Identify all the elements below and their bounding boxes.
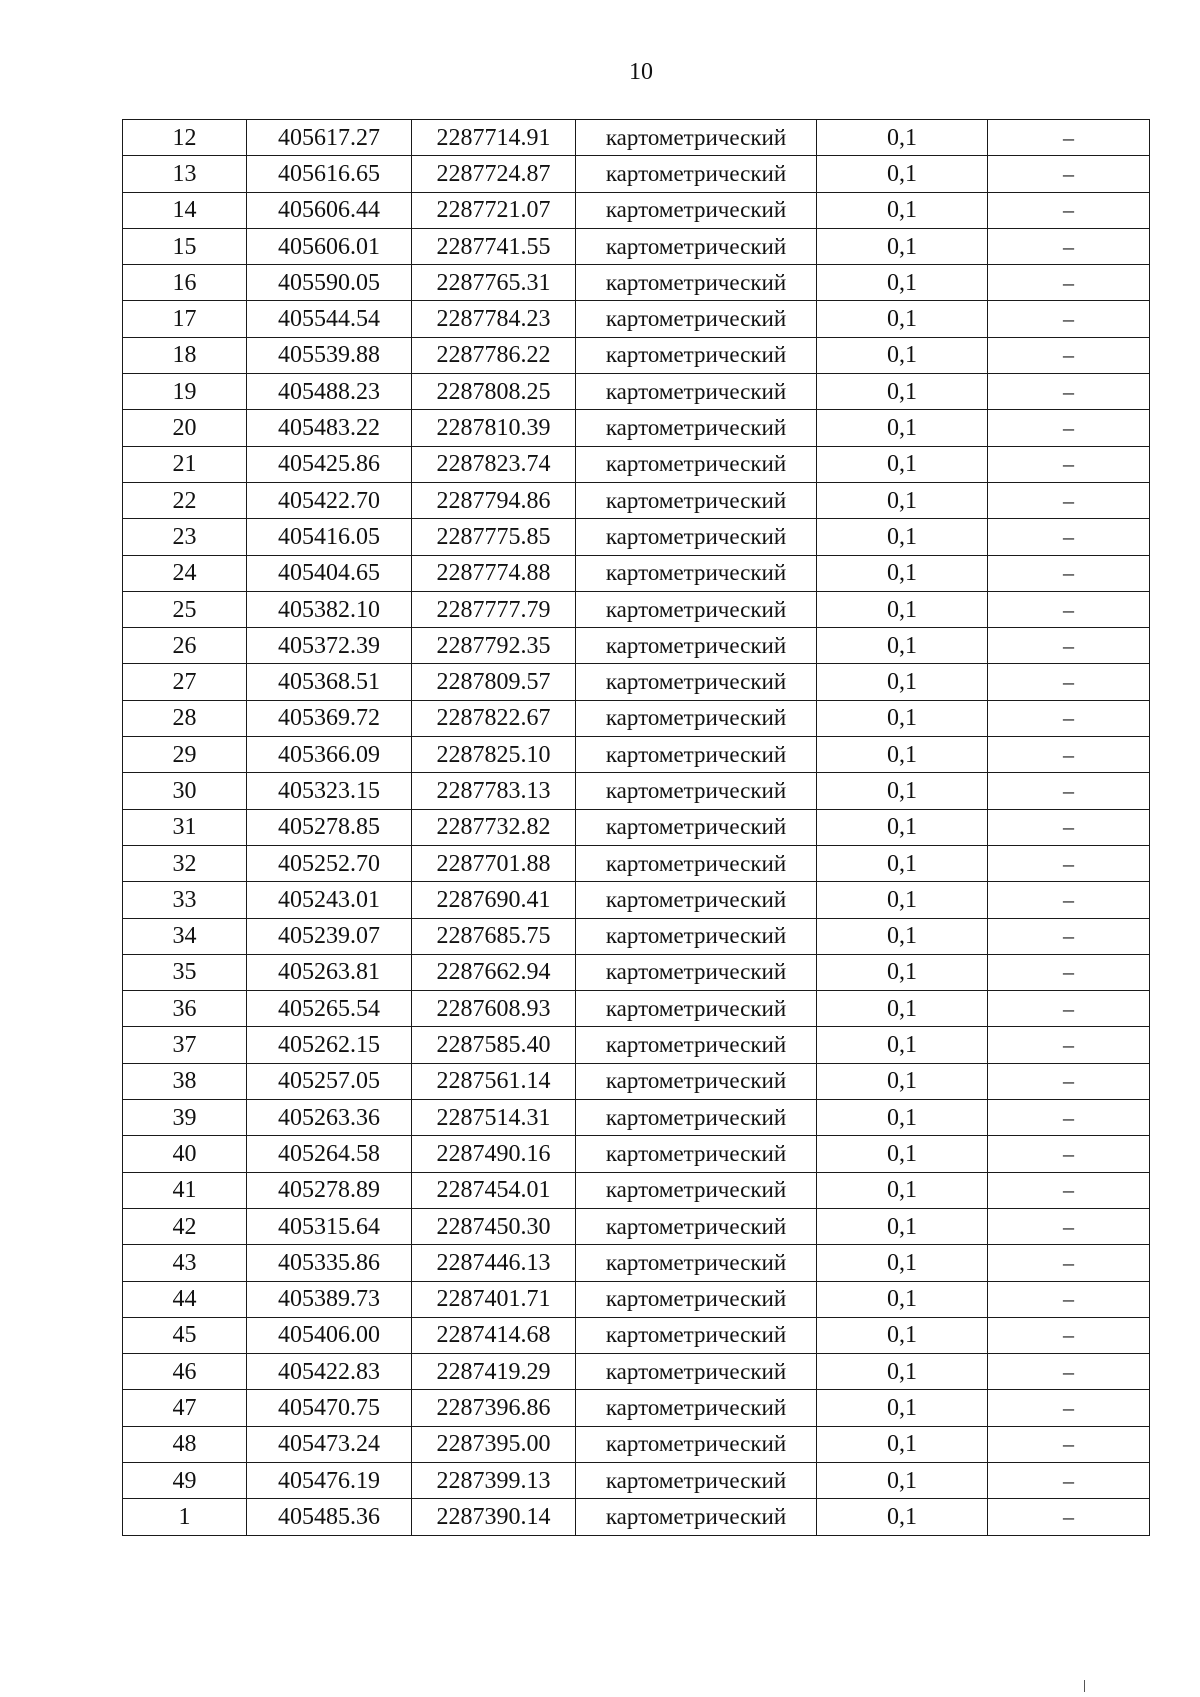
table-row (123, 1426, 1150, 1462)
accuracy-cell: 0,1 (817, 1172, 988, 1208)
point-number-cell: 32 (123, 845, 247, 881)
point-number-cell: 35 (123, 954, 247, 990)
table-row (123, 1172, 1150, 1208)
accuracy-cell: 0,1 (817, 374, 988, 410)
method-cell: картометрический (576, 1499, 817, 1535)
x-coordinate-cell: 405425.86 (247, 446, 412, 482)
table-row (123, 1100, 1150, 1136)
description-cell: – (988, 1499, 1150, 1535)
accuracy-cell: 0,1 (817, 301, 988, 337)
accuracy-cell: 0,1 (817, 555, 988, 591)
table-row (123, 1063, 1150, 1099)
accuracy-cell: 0,1 (817, 228, 988, 264)
accuracy-cell: 0,1 (817, 1426, 988, 1462)
description-cell: – (988, 337, 1150, 373)
table-row (123, 991, 1150, 1027)
description-cell: – (988, 1317, 1150, 1353)
accuracy-cell: 0,1 (817, 1317, 988, 1353)
point-number-cell: 36 (123, 991, 247, 1027)
description-cell: – (988, 1426, 1150, 1462)
x-coordinate-cell: 405263.36 (247, 1100, 412, 1136)
table-row (123, 773, 1150, 809)
accuracy-cell: 0,1 (817, 700, 988, 736)
x-coordinate-cell: 405406.00 (247, 1317, 412, 1353)
x-coordinate-cell: 405239.07 (247, 918, 412, 954)
x-coordinate-cell: 405422.70 (247, 482, 412, 518)
point-number-cell: 12 (123, 120, 247, 156)
point-number-cell: 43 (123, 1245, 247, 1281)
x-coordinate-cell: 405243.01 (247, 882, 412, 918)
description-cell: – (988, 156, 1150, 192)
x-coordinate-cell: 405252.70 (247, 845, 412, 881)
table-row (123, 628, 1150, 664)
x-coordinate-cell: 405278.89 (247, 1172, 412, 1208)
y-coordinate-cell: 2287662.94 (412, 954, 576, 990)
point-number-cell: 19 (123, 374, 247, 410)
x-coordinate-cell: 405315.64 (247, 1208, 412, 1244)
accuracy-cell: 0,1 (817, 192, 988, 228)
description-cell: – (988, 773, 1150, 809)
description-cell: – (988, 664, 1150, 700)
description-cell: – (988, 591, 1150, 627)
accuracy-cell: 0,1 (817, 1354, 988, 1390)
y-coordinate-cell: 2287401.71 (412, 1281, 576, 1317)
method-cell: картометрический (576, 337, 817, 373)
y-coordinate-cell: 2287794.86 (412, 482, 576, 518)
y-coordinate-cell: 2287396.86 (412, 1390, 576, 1426)
method-cell: картометрический (576, 1317, 817, 1353)
method-cell: картометрический (576, 446, 817, 482)
description-cell: – (988, 301, 1150, 337)
x-coordinate-cell: 405335.86 (247, 1245, 412, 1281)
table-row (123, 192, 1150, 228)
table-row (123, 301, 1150, 337)
x-coordinate-cell: 405416.05 (247, 519, 412, 555)
y-coordinate-cell: 2287784.23 (412, 301, 576, 337)
point-number-cell: 20 (123, 410, 247, 446)
description-cell: – (988, 1354, 1150, 1390)
description-cell: – (988, 628, 1150, 664)
table-row (123, 591, 1150, 627)
method-cell: картометрический (576, 773, 817, 809)
y-coordinate-cell: 2287808.25 (412, 374, 576, 410)
y-coordinate-cell: 2287714.91 (412, 120, 576, 156)
table-row (123, 918, 1150, 954)
description-cell: – (988, 1462, 1150, 1498)
accuracy-cell: 0,1 (817, 773, 988, 809)
x-coordinate-cell: 405617.27 (247, 120, 412, 156)
x-coordinate-cell: 405264.58 (247, 1136, 412, 1172)
accuracy-cell: 0,1 (817, 591, 988, 627)
description-cell: – (988, 1136, 1150, 1172)
accuracy-cell: 0,1 (817, 1136, 988, 1172)
method-cell: картометрический (576, 555, 817, 591)
x-coordinate-cell: 405265.54 (247, 991, 412, 1027)
table-row (123, 1245, 1150, 1281)
x-coordinate-cell: 405470.75 (247, 1390, 412, 1426)
accuracy-cell: 0,1 (817, 1027, 988, 1063)
description-cell: – (988, 1281, 1150, 1317)
point-number-cell: 48 (123, 1426, 247, 1462)
accuracy-cell: 0,1 (817, 410, 988, 446)
description-cell: – (988, 1063, 1150, 1099)
point-number-cell: 16 (123, 265, 247, 301)
table-row (123, 228, 1150, 264)
point-number-cell: 37 (123, 1027, 247, 1063)
method-cell: картометрический (576, 918, 817, 954)
method-cell: картометрический (576, 1245, 817, 1281)
y-coordinate-cell: 2287792.35 (412, 628, 576, 664)
method-cell: картометрический (576, 1136, 817, 1172)
point-number-cell: 46 (123, 1354, 247, 1390)
y-coordinate-cell: 2287721.07 (412, 192, 576, 228)
description-cell: – (988, 410, 1150, 446)
description-cell: – (988, 1027, 1150, 1063)
table-row (123, 555, 1150, 591)
y-coordinate-cell: 2287608.93 (412, 991, 576, 1027)
accuracy-cell: 0,1 (817, 1245, 988, 1281)
y-coordinate-cell: 2287825.10 (412, 737, 576, 773)
method-cell: картометрический (576, 1063, 817, 1099)
description-cell: – (988, 519, 1150, 555)
method-cell: картометрический (576, 1281, 817, 1317)
y-coordinate-cell: 2287446.13 (412, 1245, 576, 1281)
x-coordinate-cell: 405473.24 (247, 1426, 412, 1462)
method-cell: картометрический (576, 156, 817, 192)
x-coordinate-cell: 405544.54 (247, 301, 412, 337)
coordinates-table (122, 119, 1150, 1536)
table-row (123, 337, 1150, 373)
y-coordinate-cell: 2287585.40 (412, 1027, 576, 1063)
x-coordinate-cell: 405539.88 (247, 337, 412, 373)
accuracy-cell: 0,1 (817, 446, 988, 482)
table-row (123, 1499, 1150, 1535)
table-row (123, 664, 1150, 700)
table-row (123, 1027, 1150, 1063)
y-coordinate-cell: 2287809.57 (412, 664, 576, 700)
method-cell: картометрический (576, 192, 817, 228)
table-row (123, 1208, 1150, 1244)
page-number: 10 (629, 59, 653, 85)
method-cell: картометрический (576, 374, 817, 410)
y-coordinate-cell: 2287724.87 (412, 156, 576, 192)
method-cell: картометрический (576, 519, 817, 555)
point-number-cell: 1 (123, 1499, 247, 1535)
accuracy-cell: 0,1 (817, 991, 988, 1027)
table-row (123, 809, 1150, 845)
description-cell: – (988, 446, 1150, 482)
point-number-cell: 14 (123, 192, 247, 228)
accuracy-cell: 0,1 (817, 737, 988, 773)
description-cell: – (988, 1100, 1150, 1136)
method-cell: картометрический (576, 265, 817, 301)
y-coordinate-cell: 2287823.74 (412, 446, 576, 482)
point-number-cell: 15 (123, 228, 247, 264)
x-coordinate-cell: 405616.65 (247, 156, 412, 192)
x-coordinate-cell: 405278.85 (247, 809, 412, 845)
accuracy-cell: 0,1 (817, 1281, 988, 1317)
accuracy-cell: 0,1 (817, 1100, 988, 1136)
method-cell: картометрический (576, 1390, 817, 1426)
y-coordinate-cell: 2287395.00 (412, 1426, 576, 1462)
table-row (123, 882, 1150, 918)
table-row (123, 1281, 1150, 1317)
x-coordinate-cell: 405590.05 (247, 265, 412, 301)
method-cell: картометрический (576, 410, 817, 446)
table-row (123, 1136, 1150, 1172)
method-cell: картометрический (576, 1462, 817, 1498)
method-cell: картометрический (576, 301, 817, 337)
point-number-cell: 24 (123, 555, 247, 591)
x-coordinate-cell: 405323.15 (247, 773, 412, 809)
table-row (123, 700, 1150, 736)
accuracy-cell: 0,1 (817, 1462, 988, 1498)
description-cell: – (988, 845, 1150, 881)
point-number-cell: 18 (123, 337, 247, 373)
y-coordinate-cell: 2287741.55 (412, 228, 576, 264)
point-number-cell: 30 (123, 773, 247, 809)
description-cell: – (988, 482, 1150, 518)
y-coordinate-cell: 2287454.01 (412, 1172, 576, 1208)
method-cell: картометрический (576, 1027, 817, 1063)
y-coordinate-cell: 2287685.75 (412, 918, 576, 954)
y-coordinate-cell: 2287775.85 (412, 519, 576, 555)
accuracy-cell: 0,1 (817, 628, 988, 664)
x-coordinate-cell: 405404.65 (247, 555, 412, 591)
coordinates-table-body (123, 120, 1150, 1536)
method-cell: картометрический (576, 954, 817, 990)
table-row (123, 1354, 1150, 1390)
method-cell: картометрический (576, 1208, 817, 1244)
point-number-cell: 45 (123, 1317, 247, 1353)
x-coordinate-cell: 405476.19 (247, 1462, 412, 1498)
accuracy-cell: 0,1 (817, 156, 988, 192)
table-row (123, 265, 1150, 301)
table-row (123, 845, 1150, 881)
method-cell: картометрический (576, 591, 817, 627)
description-cell: – (988, 918, 1150, 954)
method-cell: картометрический (576, 120, 817, 156)
accuracy-cell: 0,1 (817, 664, 988, 700)
point-number-cell: 29 (123, 737, 247, 773)
point-number-cell: 33 (123, 882, 247, 918)
y-coordinate-cell: 2287786.22 (412, 337, 576, 373)
x-coordinate-cell: 405382.10 (247, 591, 412, 627)
table-row (123, 1462, 1150, 1498)
description-cell: – (988, 228, 1150, 264)
point-number-cell: 39 (123, 1100, 247, 1136)
point-number-cell: 28 (123, 700, 247, 736)
y-coordinate-cell: 2287810.39 (412, 410, 576, 446)
point-number-cell: 34 (123, 918, 247, 954)
y-coordinate-cell: 2287690.41 (412, 882, 576, 918)
accuracy-cell: 0,1 (817, 918, 988, 954)
method-cell: картометрический (576, 845, 817, 881)
x-coordinate-cell: 405262.15 (247, 1027, 412, 1063)
x-coordinate-cell: 405488.23 (247, 374, 412, 410)
x-coordinate-cell: 405372.39 (247, 628, 412, 664)
y-coordinate-cell: 2287783.13 (412, 773, 576, 809)
method-cell: картометрический (576, 1426, 817, 1462)
table-row (123, 120, 1150, 156)
y-coordinate-cell: 2287414.68 (412, 1317, 576, 1353)
x-coordinate-cell: 405368.51 (247, 664, 412, 700)
method-cell: картометрический (576, 991, 817, 1027)
description-cell: – (988, 1245, 1150, 1281)
point-number-cell: 38 (123, 1063, 247, 1099)
x-coordinate-cell: 405606.01 (247, 228, 412, 264)
accuracy-cell: 0,1 (817, 1390, 988, 1426)
description-cell: – (988, 882, 1150, 918)
method-cell: картометрический (576, 664, 817, 700)
accuracy-cell: 0,1 (817, 845, 988, 881)
point-number-cell: 41 (123, 1172, 247, 1208)
point-number-cell: 22 (123, 482, 247, 518)
accuracy-cell: 0,1 (817, 482, 988, 518)
y-coordinate-cell: 2287777.79 (412, 591, 576, 627)
accuracy-cell: 0,1 (817, 882, 988, 918)
y-coordinate-cell: 2287450.30 (412, 1208, 576, 1244)
description-cell: – (988, 374, 1150, 410)
accuracy-cell: 0,1 (817, 809, 988, 845)
description-cell: – (988, 1390, 1150, 1426)
y-coordinate-cell: 2287561.14 (412, 1063, 576, 1099)
description-cell: – (988, 192, 1150, 228)
table-row (123, 737, 1150, 773)
description-cell: – (988, 700, 1150, 736)
accuracy-cell: 0,1 (817, 1063, 988, 1099)
method-cell: картометрический (576, 1354, 817, 1390)
accuracy-cell: 0,1 (817, 954, 988, 990)
y-coordinate-cell: 2287399.13 (412, 1462, 576, 1498)
point-number-cell: 26 (123, 628, 247, 664)
point-number-cell: 13 (123, 156, 247, 192)
method-cell: картометрический (576, 882, 817, 918)
x-coordinate-cell: 405485.36 (247, 1499, 412, 1535)
scan-mark (1084, 1680, 1085, 1692)
x-coordinate-cell: 405422.83 (247, 1354, 412, 1390)
method-cell: картометрический (576, 809, 817, 845)
point-number-cell: 25 (123, 591, 247, 627)
description-cell: – (988, 265, 1150, 301)
y-coordinate-cell: 2287490.16 (412, 1136, 576, 1172)
x-coordinate-cell: 405389.73 (247, 1281, 412, 1317)
method-cell: картометрический (576, 737, 817, 773)
method-cell: картометрический (576, 1172, 817, 1208)
accuracy-cell: 0,1 (817, 1208, 988, 1244)
x-coordinate-cell: 405483.22 (247, 410, 412, 446)
x-coordinate-cell: 405366.09 (247, 737, 412, 773)
table-row (123, 519, 1150, 555)
point-number-cell: 27 (123, 664, 247, 700)
accuracy-cell: 0,1 (817, 265, 988, 301)
accuracy-cell: 0,1 (817, 120, 988, 156)
point-number-cell: 40 (123, 1136, 247, 1172)
y-coordinate-cell: 2287390.14 (412, 1499, 576, 1535)
point-number-cell: 31 (123, 809, 247, 845)
y-coordinate-cell: 2287514.31 (412, 1100, 576, 1136)
table-row (123, 446, 1150, 482)
y-coordinate-cell: 2287701.88 (412, 845, 576, 881)
x-coordinate-cell: 405257.05 (247, 1063, 412, 1099)
description-cell: – (988, 555, 1150, 591)
point-number-cell: 49 (123, 1462, 247, 1498)
table-row (123, 156, 1150, 192)
method-cell: картометрический (576, 700, 817, 736)
x-coordinate-cell: 405369.72 (247, 700, 412, 736)
table-row (123, 1390, 1150, 1426)
point-number-cell: 42 (123, 1208, 247, 1244)
x-coordinate-cell: 405606.44 (247, 192, 412, 228)
accuracy-cell: 0,1 (817, 1499, 988, 1535)
description-cell: – (988, 809, 1150, 845)
method-cell: картометрический (576, 628, 817, 664)
table-row (123, 374, 1150, 410)
y-coordinate-cell: 2287822.67 (412, 700, 576, 736)
table-row (123, 410, 1150, 446)
y-coordinate-cell: 2287765.31 (412, 265, 576, 301)
table-row (123, 482, 1150, 518)
x-coordinate-cell: 405263.81 (247, 954, 412, 990)
y-coordinate-cell: 2287419.29 (412, 1354, 576, 1390)
y-coordinate-cell: 2287774.88 (412, 555, 576, 591)
table-row (123, 1317, 1150, 1353)
table-row (123, 954, 1150, 990)
description-cell: – (988, 991, 1150, 1027)
method-cell: картометрический (576, 1100, 817, 1136)
point-number-cell: 23 (123, 519, 247, 555)
y-coordinate-cell: 2287732.82 (412, 809, 576, 845)
description-cell: – (988, 120, 1150, 156)
description-cell: – (988, 737, 1150, 773)
description-cell: – (988, 954, 1150, 990)
description-cell: – (988, 1208, 1150, 1244)
point-number-cell: 47 (123, 1390, 247, 1426)
method-cell: картометрический (576, 228, 817, 264)
accuracy-cell: 0,1 (817, 337, 988, 373)
point-number-cell: 44 (123, 1281, 247, 1317)
accuracy-cell: 0,1 (817, 519, 988, 555)
point-number-cell: 21 (123, 446, 247, 482)
method-cell: картометрический (576, 482, 817, 518)
description-cell: – (988, 1172, 1150, 1208)
point-number-cell: 17 (123, 301, 247, 337)
